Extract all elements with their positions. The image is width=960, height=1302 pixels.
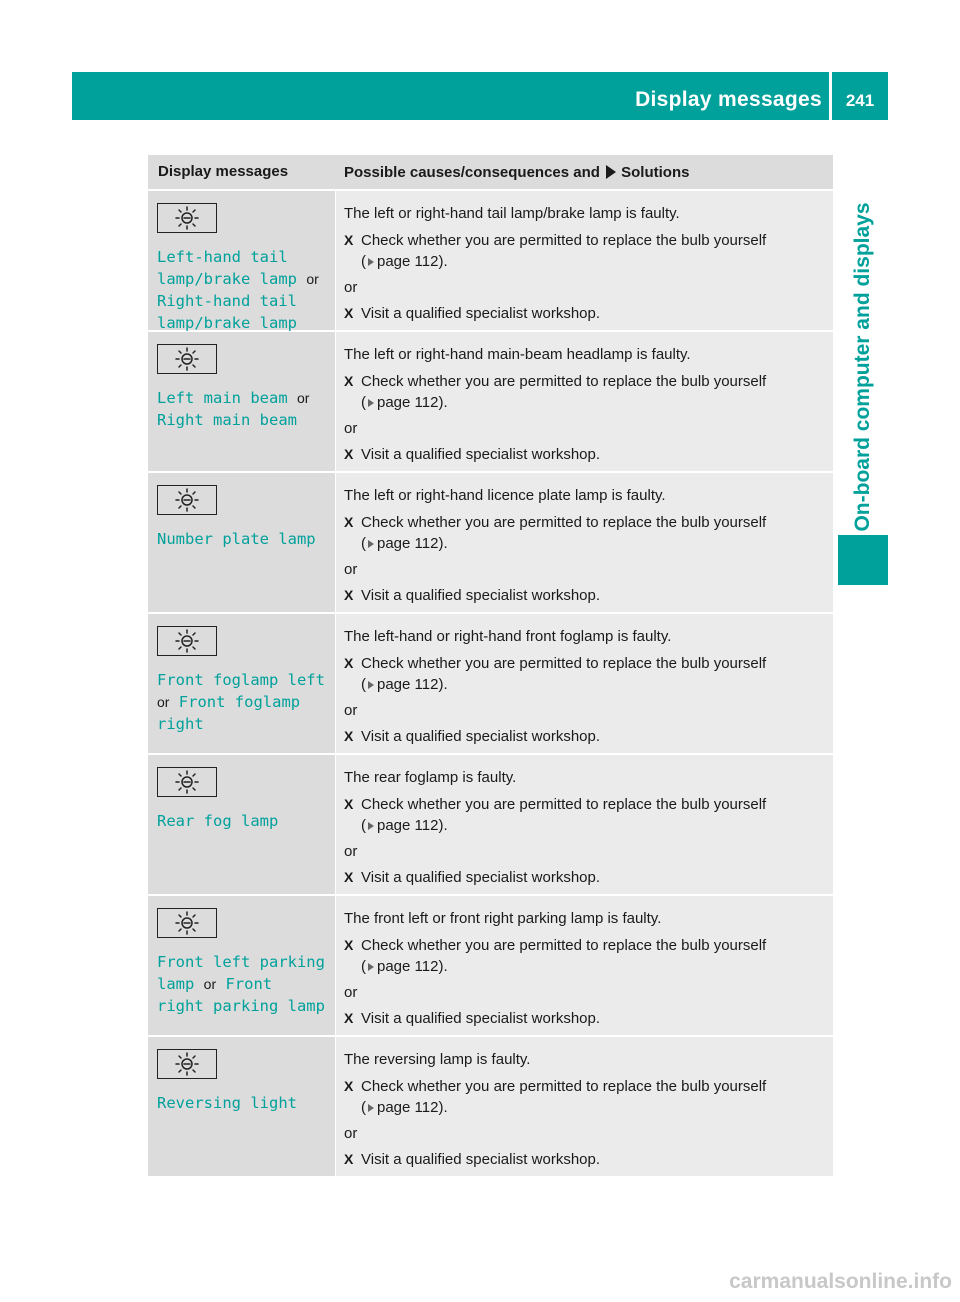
- solution-step: X Check whether you are permitted to replace the bulb yourself: [344, 373, 767, 390]
- display-message-text: Number plate lamp: [157, 530, 316, 548]
- x-bullet-icon: X: [344, 373, 354, 389]
- display-messages-table: [148, 155, 833, 1176]
- table-row: [148, 332, 833, 471]
- page-header: [72, 72, 888, 120]
- display-message-text: Right-hand tail lamp/brake lamp: [157, 292, 297, 332]
- page-number: 241: [845, 91, 875, 110]
- triangle-pointer-icon: [368, 258, 374, 266]
- bulb-warning-icon: [157, 203, 217, 233]
- solution-step: X Visit a qualified specialist workshop.: [344, 587, 601, 604]
- solution-step: X Check whether you are permitted to replace the bulb yourself: [344, 937, 767, 954]
- display-message-text: Left main beam: [157, 389, 288, 407]
- triangle-pointer-icon: [606, 165, 616, 179]
- side-tab-label: On-board computer and displays: [851, 202, 874, 532]
- cause-text: The front left or front right parking lamp is faulty.: [344, 910, 662, 927]
- cause-text: The left or right-hand tail lamp/brake lamp is faulty.: [344, 205, 680, 222]
- or-label: or: [344, 420, 358, 437]
- page-reference[interactable]: ( page 112).: [361, 1099, 448, 1116]
- display-message-text: Front left parking lamp: [157, 953, 325, 993]
- solution-step: X Check whether you are permitted to replace the bulb yourself: [344, 514, 767, 531]
- x-bullet-icon: X: [344, 1010, 354, 1026]
- table-row: [148, 1037, 833, 1176]
- or-label: or: [344, 279, 358, 296]
- solution-step: X Check whether you are permitted to replace the bulb yourself: [344, 796, 767, 813]
- display-message-cell: [148, 614, 335, 753]
- solution-step: X Check whether you are permitted to replace the bulb yourself: [344, 1078, 767, 1095]
- display-message-text: Right main beam: [157, 411, 297, 429]
- triangle-pointer-icon: [368, 540, 374, 548]
- display-message-codes: [157, 246, 335, 334]
- bulb-warning-icon: [157, 767, 217, 797]
- display-message-codes: [157, 951, 335, 1017]
- table-row: [148, 614, 833, 753]
- display-message-cell: [148, 755, 335, 894]
- solutions-cell: [336, 332, 833, 471]
- triangle-pointer-icon: [368, 822, 374, 830]
- display-message-codes: [157, 810, 335, 832]
- page-reference[interactable]: ( page 112).: [361, 958, 448, 975]
- or-label: or: [306, 271, 319, 287]
- table-row: [148, 896, 833, 1035]
- or-label: or: [344, 702, 358, 719]
- solutions-cell: [336, 896, 833, 1035]
- cause-text: The reversing lamp is faulty.: [344, 1051, 531, 1068]
- or-label: or: [203, 976, 217, 992]
- x-bullet-icon: X: [344, 1151, 354, 1167]
- or-label: or: [297, 390, 310, 406]
- x-bullet-icon: X: [344, 1078, 354, 1094]
- solution-step: X Check whether you are permitted to replace the bulb yourself: [344, 655, 767, 672]
- bulb-warning-icon: [157, 485, 217, 515]
- solution-step: X Visit a qualified specialist workshop.: [344, 728, 601, 745]
- display-message-cell: [148, 896, 335, 1035]
- page-reference[interactable]: ( page 112).: [361, 676, 448, 693]
- triangle-pointer-icon: [368, 963, 374, 971]
- bulb-warning-icon: [157, 908, 217, 938]
- page-reference[interactable]: ( page 112).: [361, 817, 448, 834]
- x-bullet-icon: X: [344, 587, 354, 603]
- display-message-text: Front right parking lamp: [157, 975, 325, 1015]
- x-bullet-icon: X: [344, 514, 354, 530]
- table-row: [148, 191, 833, 330]
- table-header: [148, 155, 833, 189]
- triangle-pointer-icon: [368, 1104, 374, 1112]
- table-row: [148, 473, 833, 612]
- solutions-cell: [336, 191, 833, 330]
- display-message-codes: [157, 528, 335, 550]
- x-bullet-icon: X: [344, 305, 354, 321]
- solution-step: X Visit a qualified specialist workshop.: [344, 446, 601, 463]
- col-header-display-messages: Display messages: [158, 163, 289, 180]
- display-message-codes: [157, 669, 335, 735]
- x-bullet-icon: X: [344, 937, 354, 953]
- display-message-text: Rear fog lamp: [157, 812, 279, 830]
- or-label: or: [344, 843, 358, 860]
- triangle-pointer-icon: [368, 681, 374, 689]
- solution-step: X Check whether you are permitted to replace the bulb yourself: [344, 232, 767, 249]
- x-bullet-icon: X: [344, 728, 354, 744]
- side-tab: [838, 150, 888, 584]
- solutions-cell: [336, 755, 833, 894]
- solutions-cell: [336, 614, 833, 753]
- display-message-cell: [148, 332, 335, 471]
- cause-text: The left or right-hand licence plate lamp is faulty.: [344, 487, 666, 504]
- display-message-text: Front foglamp right: [157, 693, 301, 733]
- solution-step: X Visit a qualified specialist workshop.: [344, 305, 601, 322]
- section-title: Display messages: [635, 88, 822, 111]
- solution-step: X Visit a qualified specialist workshop.: [344, 1010, 601, 1027]
- display-message-cell: [148, 1037, 335, 1176]
- bulb-warning-icon: [157, 1049, 217, 1079]
- page-reference[interactable]: ( page 112).: [361, 394, 448, 411]
- display-message-codes: [157, 387, 335, 431]
- display-message-text: Front foglamp left: [157, 671, 325, 689]
- or-label: or: [157, 694, 170, 710]
- x-bullet-icon: X: [344, 446, 354, 462]
- bulb-warning-icon: [157, 344, 217, 374]
- page-reference[interactable]: ( page 112).: [361, 535, 448, 552]
- watermark: carmanualsonline.info: [729, 1270, 952, 1293]
- display-message-cell: [148, 473, 335, 612]
- triangle-pointer-icon: [368, 399, 374, 407]
- cause-text: The left or right-hand main-beam headlamp is faulty.: [344, 346, 691, 363]
- col-header-causes: Possible causes/consequences and Solutions: [344, 164, 690, 181]
- solution-step: X Visit a qualified specialist workshop.: [344, 1151, 601, 1168]
- display-message-text: Reversing light: [157, 1094, 297, 1112]
- x-bullet-icon: X: [344, 232, 354, 248]
- x-bullet-icon: X: [344, 655, 354, 671]
- or-label: or: [344, 561, 358, 578]
- table-row: [148, 755, 833, 894]
- display-message-codes: [157, 1092, 335, 1114]
- solutions-cell: [336, 1037, 833, 1176]
- x-bullet-icon: X: [344, 796, 354, 812]
- solutions-cell: [336, 473, 833, 612]
- x-bullet-icon: X: [344, 869, 354, 885]
- or-label: or: [344, 984, 358, 1001]
- page-reference[interactable]: ( page 112).: [361, 253, 448, 270]
- display-message-cell: [148, 191, 335, 330]
- display-message-text: Left-hand tail lamp/brake lamp: [157, 248, 297, 288]
- cause-text: The left-hand or right-hand front foglamp is faulty.: [344, 628, 672, 645]
- bulb-warning-icon: [157, 626, 217, 656]
- side-tab-block: [838, 535, 888, 585]
- or-label: or: [344, 1125, 358, 1142]
- solution-step: X Visit a qualified specialist workshop.: [344, 869, 601, 886]
- cause-text: The rear foglamp is faulty.: [344, 769, 517, 786]
